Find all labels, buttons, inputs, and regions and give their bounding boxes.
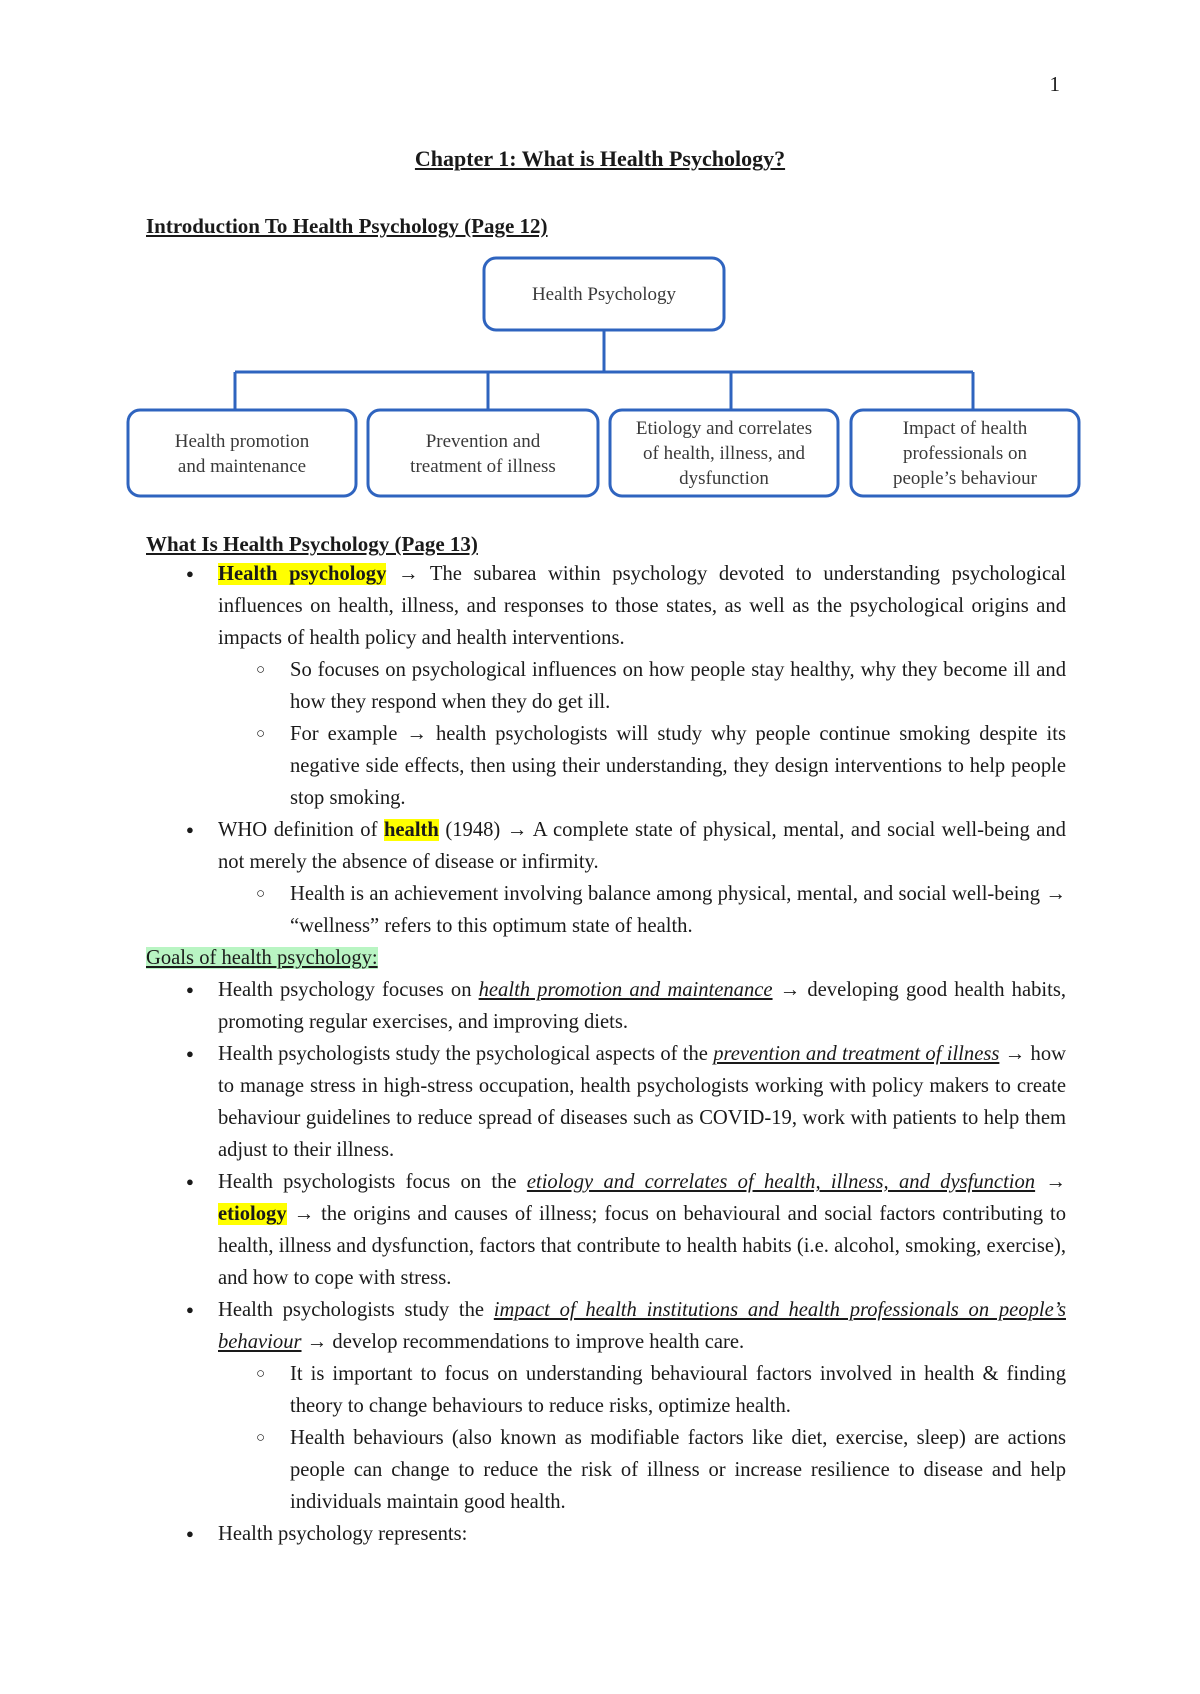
sub-list-item: ○ Health behaviours (also known as modifiable factors like diet, exercise, sleep) are actions people can change to reduce the risk of illness or increase resilience to disease and help individuals maintain good health. [218,1422,1066,1518]
diagram-child-label: and maintenance [177,456,307,477]
diagram-child-label: of health, illness, and [643,443,805,464]
list-item: ● Health psychologists study the psychological aspects of the prevention and treatment of illness → how to manage stress in high-stress occupation, health psychologists working with policy makers to create behaviour guidelines to reduce spread of diseases such as COVID-19, work with patients to help them adjust to their illness. [146,1038,1066,1166]
notes-body [146,558,1066,1550]
diagram-child-label: professionals on [902,443,1028,464]
sub-list-item: ○ Health is an achievement involving balance among physical, mental, and social well-being → “wellness” refers to this optimum state of health. [218,878,1066,942]
health-psychology-diagram [0,0,1200,520]
list-item: ● Health psychologists study the impact of health institutions and health professionals on people’s behaviour → develop recommendations to improve health care. ○ It is important to focus on understanding behavioural factors involved in health & finding theory to change behaviours to reduce risks, optimize health. ○ Health behaviours (also known as modifiable factors like diet, exercise, sleep) are actions people can change to reduce the risk of illness or increase resilience to disease and help individuals maintain good health. [146,1294,1066,1518]
page-number: 1 [1049,72,1060,96]
goals-heading: Goals of health psychology: [146,947,378,969]
sub-list-item: ○ It is important to focus on understanding behavioural factors involved in health & finding theory to change behaviours to reduce risks, optimize health. [218,1358,1066,1422]
diagram-child-box [368,410,598,496]
intro-heading: Introduction To Health Psychology (Page 12) [146,214,548,238]
key-term: impact of health institutions and health professionals on people’s behaviour [218,1299,1066,1353]
key-term: prevention and treatment of illness [713,1043,1000,1065]
sub-list-item: ○ So focuses on psychological influences on how people stay healthy, why they become ill and how they respond when they do get ill. [218,654,1066,718]
highlighted-term: etiology [218,1203,287,1225]
list-item: ● Health psychologists focus on the etiology and correlates of health, illness, and dysfunction → etiology → the origins and causes of illness; focus on behavioural and social factors contributing to health, illness and dysfunction, factors that contribute to health habits (i.e. alcohol, smoking, exercise), and how to cope with stress. [146,1166,1066,1294]
list-item: ● Health psychology → The subarea within psychology devoted to understanding psychological influences on health, illness, and responses to those states, as well as the psychological origins and impacts of health policy and health interventions. ○ So focuses on psychological influences on how people stay healthy, why they become ill and how they respond when they do get ill. ○ For example → health psychologists will study why people continue smoking despite its negative side effects, then using their understanding, they design interventions to help people stop smoking. [146,558,1066,814]
list-item: ● Health psychology focuses on health promotion and maintenance → developing good health habits, promoting regular exercises, and improving diets. [146,974,1066,1038]
highlighted-term: health [383,819,439,841]
list-item: ● Health psychology represents: [146,1518,1066,1550]
list-item: ● WHO definition of health (1948) → A complete state of physical, mental, and social well-being and not merely the absence of disease or infirmity. ○ Health is an achievement involving balance among physical, mental, and social well-being → “wellness” refers to this optimum state of health. [146,814,1066,942]
diagram-child-label: Etiology and correlates [635,418,813,439]
diagram-child-label: Impact of health [902,418,1028,439]
key-term: etiology and correlates of health, illness, and dysfunction [526,1171,1036,1193]
chapter-title: Chapter 1: What is Health Psychology? [414,146,786,171]
diagram-child-label: treatment of illness [410,456,556,477]
diagram-child-label: Prevention and [425,431,541,452]
diagram-root-label: Health Psychology [531,284,677,305]
diagram-child-box [128,410,356,496]
what-heading: What Is Health Psychology (Page 13) [146,532,478,556]
diagram-child-label: dysfunction [679,468,769,489]
highlighted-term: Health psychology [218,563,387,585]
key-term: health promotion and maintenance [478,979,773,1001]
diagram-child-label: Health promotion [174,431,310,452]
sub-list-item: ○ For example → health psychologists will study why people continue smoking despite its negative side effects, then using their understanding, they design interventions to help people stop smoking. [218,718,1066,814]
diagram-child-label: people’s behaviour [892,468,1038,489]
